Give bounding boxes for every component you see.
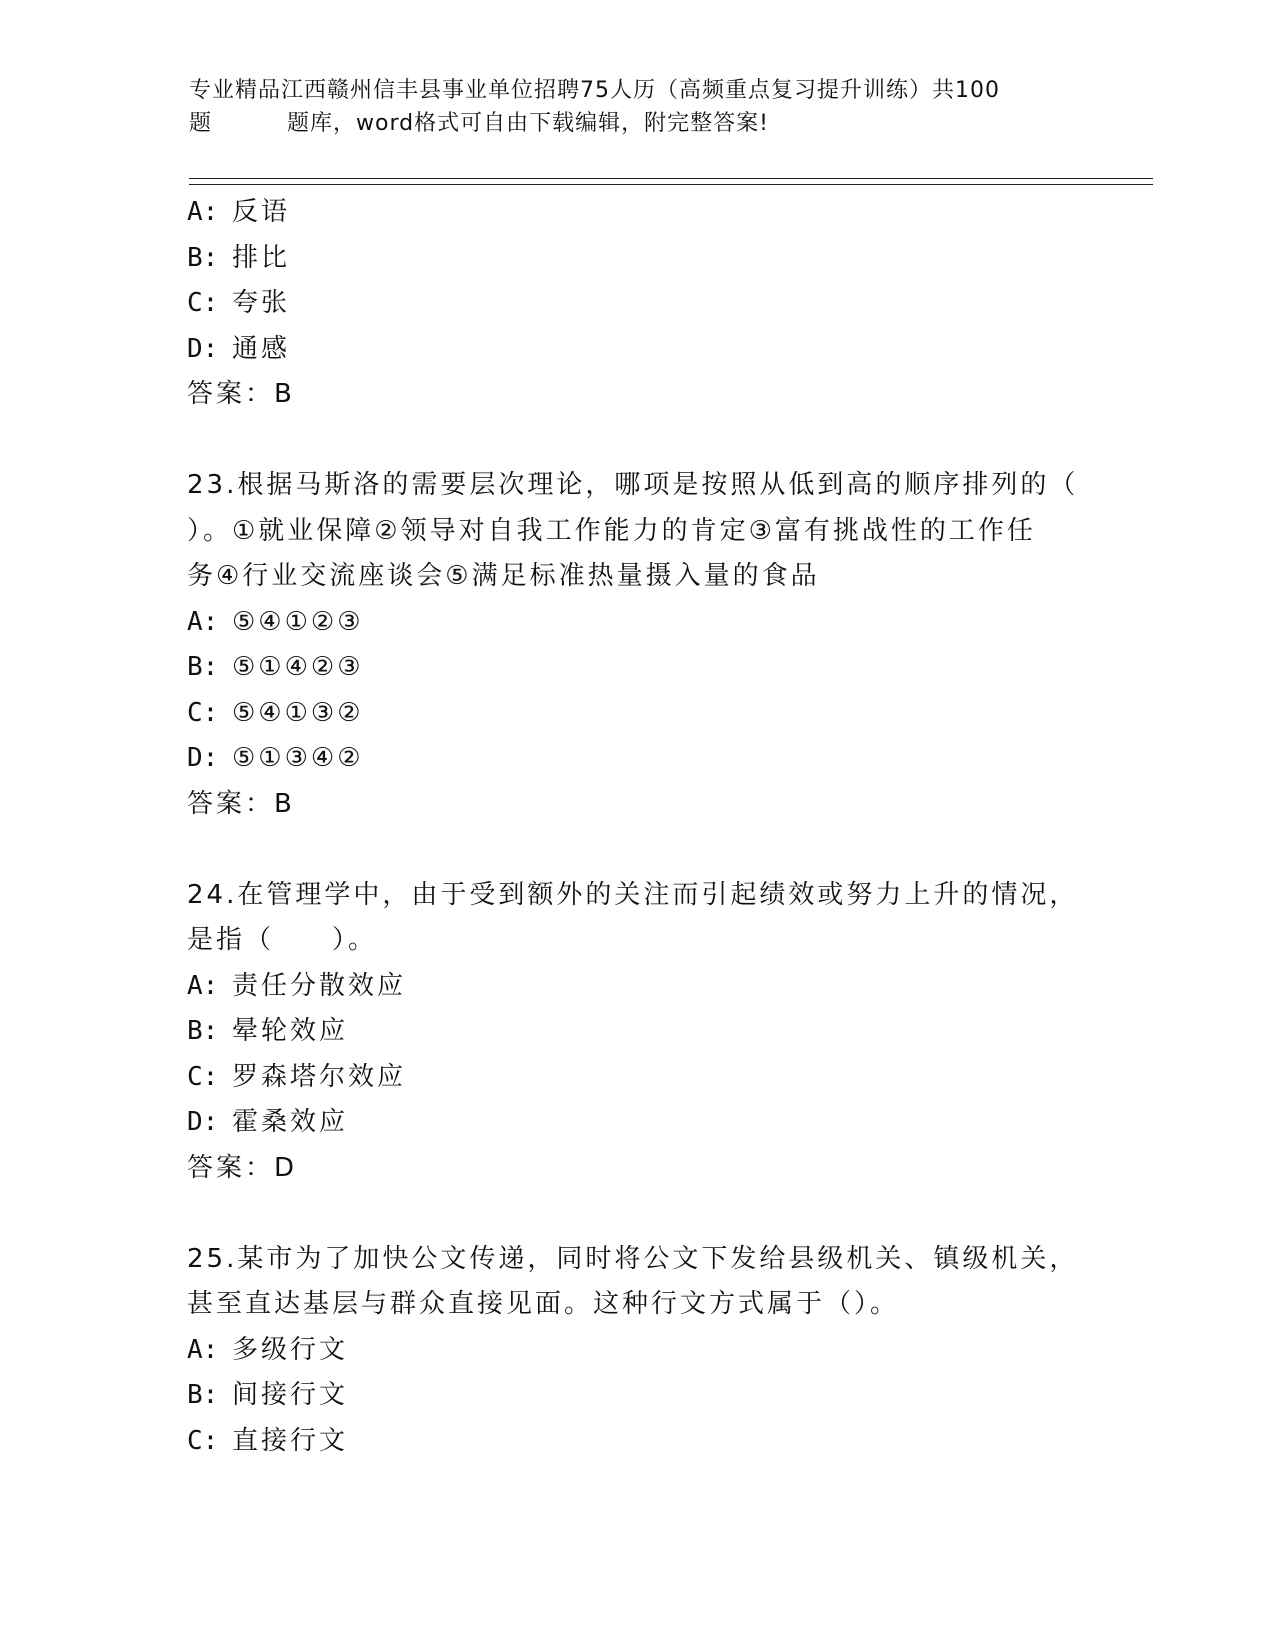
question-text-line: 24.在管理学中，由于受到额外的关注而引起绩效或努力上升的情况， — [187, 879, 1079, 910]
page-header — [189, 74, 1069, 140]
answer-option — [187, 736, 1087, 782]
option-letter: D: — [187, 743, 219, 773]
option-text: 责任分散效应 — [232, 970, 407, 1001]
question-text-line: ）。①就业保障②领导对自我工作能力的肯定③富有挑战性的工作任 — [187, 515, 1036, 546]
answer-option — [187, 327, 1087, 373]
option-letter: C: — [187, 697, 219, 728]
answer-option — [187, 600, 1087, 646]
option-letter: B: — [187, 1016, 219, 1046]
option-text: 霍桑效应 — [232, 1107, 349, 1137]
question-block — [187, 463, 1087, 827]
option-text: 排比 — [232, 242, 291, 273]
answer-option — [187, 691, 1087, 737]
answer-option — [187, 645, 1087, 691]
header-title-line1: 专业精品江西赣州信丰县事业单位招聘75人历（高频重点复习提升训练）共100 — [189, 78, 1000, 103]
header-title-line2-rest: 题库，word格式可自由下载编辑，附完整答案! — [287, 111, 769, 136]
answer-key: 答案：D — [187, 1152, 298, 1183]
option-letter: B: — [187, 1380, 219, 1410]
option-letter: B: — [187, 652, 219, 682]
option-text: 罗森塔尔效应 — [232, 1061, 407, 1092]
option-letter: A: — [187, 606, 219, 637]
option-text: 间接行文 — [232, 1380, 349, 1410]
option-letter: C: — [187, 288, 219, 318]
option-letter: B: — [187, 242, 219, 273]
question-text-line: 25.某市为了加快公文传递，同时将公文下发给县级机关、镇级机关， — [187, 1243, 1079, 1274]
option-letter: A: — [187, 197, 219, 227]
answer-option — [187, 1009, 1087, 1055]
answer-option — [187, 964, 1087, 1010]
option-letter: D: — [187, 1107, 219, 1137]
question-block — [187, 873, 1087, 1192]
block-spacer — [187, 1191, 1087, 1237]
answer-option — [187, 236, 1087, 282]
option-text: 晕轮效应 — [232, 1016, 349, 1046]
block-spacer — [187, 827, 1087, 873]
option-letter: A: — [187, 970, 219, 1001]
option-text: 反语 — [232, 197, 291, 227]
header-divider-top — [189, 178, 1153, 179]
option-letter: A: — [187, 1334, 219, 1365]
option-text: 多级行文 — [232, 1334, 349, 1365]
answer-option — [187, 1373, 1087, 1419]
option-text: ⑤①③④② — [232, 743, 364, 773]
header-title-line2 — [189, 107, 1069, 140]
option-text: 通感 — [232, 333, 291, 364]
answer-key: 答案：B — [187, 379, 295, 409]
answer-key: 答案：B — [187, 788, 295, 819]
option-text: ⑤④①②③ — [232, 606, 364, 637]
option-letter: C: — [187, 1425, 219, 1456]
question-list — [187, 190, 1087, 1464]
question-block — [187, 190, 1087, 418]
header-divider-bottom — [189, 184, 1153, 185]
option-text: 直接行文 — [232, 1425, 349, 1456]
answer-option — [187, 1328, 1087, 1374]
answer-option — [187, 281, 1087, 327]
question-text-line: 务④行业交流座谈会⑤满足标准热量摄入量的食品 — [187, 561, 820, 591]
block-spacer — [187, 418, 1087, 464]
header-title-line2-lead: 题 — [189, 111, 213, 136]
answer-option — [187, 190, 1087, 236]
question-block — [187, 1237, 1087, 1465]
answer-option — [187, 1100, 1087, 1146]
option-text: ⑤④①③② — [232, 697, 364, 728]
question-text-line: 甚至直达基层与群众直接见面。这种行文方式属于（）。 — [187, 1289, 900, 1319]
option-letter: C: — [187, 1061, 219, 1092]
answer-option — [187, 1419, 1087, 1465]
option-text: 夸张 — [232, 288, 291, 318]
option-letter: D: — [187, 333, 219, 364]
answer-option — [187, 1055, 1087, 1101]
option-text: ⑤①④②③ — [232, 652, 364, 682]
question-text-line: 23.根据马斯洛的需要层次理论，哪项是按照从低到高的顺序排列的（ — [187, 470, 1079, 500]
question-text-line: 是指（ ）。 — [187, 925, 378, 955]
